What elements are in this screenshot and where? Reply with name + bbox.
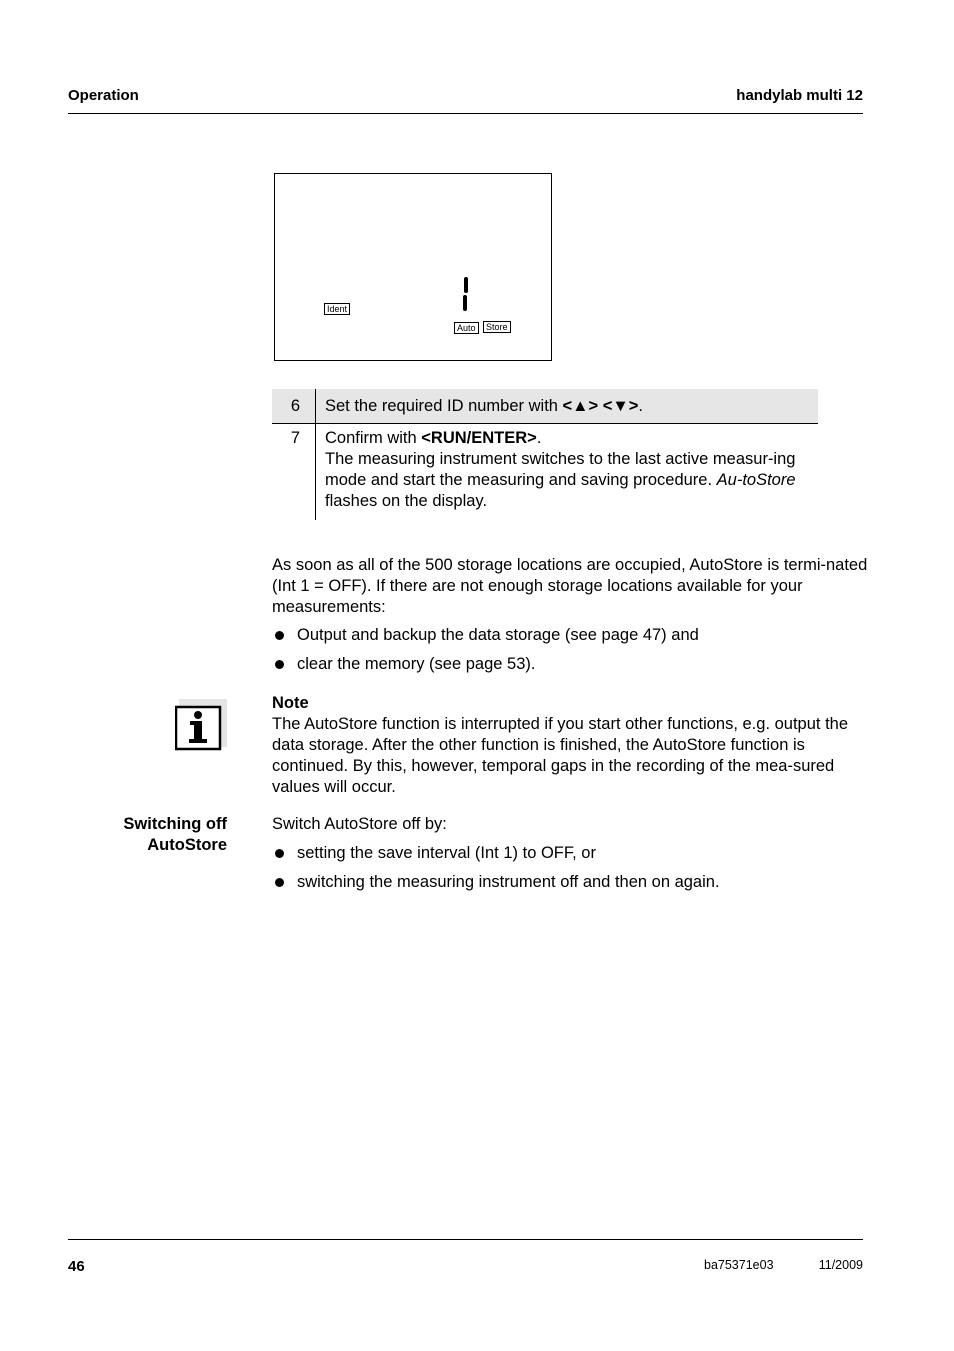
ident-indicator: Ident — [324, 303, 350, 315]
digit-segment-bottom — [463, 295, 467, 311]
document-id: ba75371e03 — [704, 1258, 774, 1272]
switch-off-heading: Switching off AutoStore — [123, 815, 227, 854]
list-item: setting the save interval (Int 1) to OFF, or — [275, 843, 865, 864]
arrow-keys: <▲> <▼> — [562, 396, 639, 415]
step-row — [272, 389, 818, 423]
bullet-icon — [275, 849, 284, 858]
switch-off-intro: Switch AutoStore off by: — [272, 815, 447, 833]
page-number: 46 — [68, 1258, 85, 1275]
note-title: Note — [272, 694, 309, 712]
step-row — [272, 423, 818, 520]
step-text: Set the required ID number with <▲> <▼>. — [325, 396, 643, 415]
steps-table — [272, 389, 818, 520]
header-rule — [68, 113, 863, 114]
digit-segment-top — [464, 277, 468, 293]
store-indicator: Store — [483, 321, 511, 333]
bullet-icon — [275, 878, 284, 887]
auto-indicator: Auto — [454, 322, 479, 334]
footer-rule — [68, 1239, 863, 1240]
step-number: 7 — [272, 424, 316, 520]
header-product: handylab multi 12 — [736, 87, 863, 104]
bullet-icon — [275, 660, 284, 669]
document-date: 11/2009 — [818, 1258, 863, 1272]
storage-full-paragraph: As soon as all of the 500 storage locations are occupied, AutoStore is termi-nated (Int 1 = OFF). If there are not enough storage locations available for your measurements: — [272, 556, 868, 616]
instrument-display — [274, 173, 552, 361]
list-item: switching the measuring instrument off and then on again. — [275, 872, 865, 893]
note-text: The AutoStore function is interrupted if you start other functions, e.g. output the data storage. After the other function is finished, the AutoStore function is continued. By this, however, temporal gaps in the recording of the mea-sured values will occur. — [272, 715, 849, 796]
run-enter-key: <RUN/ENTER> — [421, 429, 537, 447]
step-text: Confirm with <RUN/ENTER>. The measuring instrument switches to the last active measur-ing mode and start the measuring and saving procedure. Au-toStore flashes on the display. — [325, 429, 796, 510]
header-section: Operation — [68, 87, 139, 104]
info-icon — [175, 699, 227, 751]
step-number: 6 — [272, 389, 316, 423]
bullet-icon — [275, 631, 284, 640]
list-item: Output and backup the data storage (see page 47) and — [275, 625, 865, 646]
list-item: clear the memory (see page 53). — [275, 654, 865, 675]
